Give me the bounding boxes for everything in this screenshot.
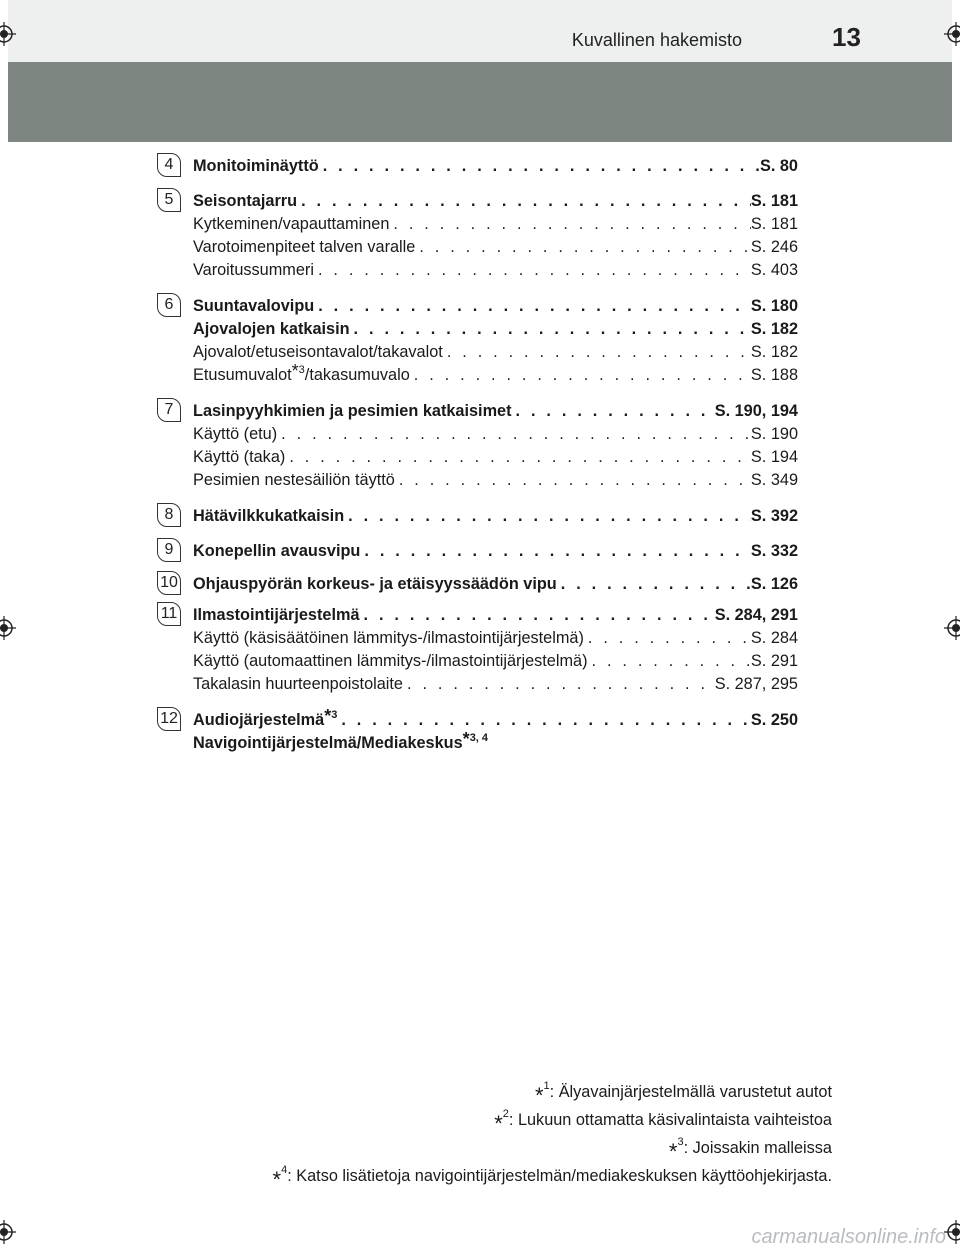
index-entry [160, 573, 798, 596]
entry-label: Käyttö (käsisäätöinen lämmitys-/ilmastointijärjestelmä) [193, 629, 584, 647]
entry-text [193, 650, 588, 673]
footnote-mark: 1 [543, 1080, 550, 1092]
index-entry [164, 295, 798, 387]
page-reference[interactable]: S. 126 [750, 575, 798, 593]
callout-number-badge: 4 [157, 153, 181, 177]
index-line [193, 423, 798, 446]
entry-label: Käyttö (etu) [193, 425, 278, 443]
index-line [193, 341, 798, 364]
page-reference[interactable]: S. 80 [759, 157, 798, 175]
entry-text [193, 400, 512, 423]
entry-text [193, 259, 314, 282]
callout-number-badge: 11 [157, 602, 181, 626]
index-line [193, 259, 798, 282]
section-title: Kuvallinen hakemisto [571, 30, 742, 50]
index-line [193, 573, 798, 596]
entry-text [193, 213, 389, 236]
entry-label: Konepellin avausvipu [193, 542, 361, 560]
entry-label: Pesimien nestesäiliön täyttö [193, 471, 395, 489]
entry-text [193, 446, 285, 469]
page-reference[interactable]: S. 403 [750, 261, 798, 279]
entry-label: Takalasin huurteenpoistolaite [193, 675, 403, 693]
footnote-number: 3, 4 [469, 732, 489, 744]
page-reference[interactable]: S. 190, 194 [714, 402, 798, 420]
dot-leader [395, 469, 751, 492]
index-entry [164, 190, 798, 282]
dot-leader [360, 540, 751, 563]
index-line [193, 706, 798, 732]
entry-text [193, 361, 410, 387]
callout-number-badge: 7 [157, 398, 181, 422]
index-line [193, 505, 798, 528]
dot-leader [415, 236, 751, 259]
entry-label: Suuntavalovipu [193, 297, 315, 315]
entry-label: Kytkeminen/vapauttaminen [193, 215, 390, 233]
footnote-mark: 4 [281, 1164, 288, 1176]
callout-number-badge: 10 [157, 571, 181, 595]
footnotes [273, 1080, 832, 1192]
header-light-band [8, 0, 952, 62]
dot-leader [360, 604, 715, 627]
entry-text [193, 729, 489, 755]
entry-text [193, 673, 403, 696]
page-reference[interactable]: S. 349 [750, 471, 798, 489]
index-line [193, 361, 798, 387]
index-entry [160, 706, 798, 755]
entry-label: Navigointijärjestelmä/Mediakeskus [193, 734, 463, 752]
index-line [193, 236, 798, 259]
entry-label: Etusumuvalot [193, 366, 292, 384]
dot-leader [314, 259, 751, 282]
index-line [193, 155, 798, 178]
page-reference[interactable]: S. 392 [750, 507, 798, 525]
page-reference[interactable]: S. 188 [750, 366, 798, 384]
header-gray-bar [8, 62, 952, 142]
callout-number-badge: 5 [157, 188, 181, 212]
page-reference[interactable]: S. 332 [750, 542, 798, 560]
dot-leader [588, 650, 751, 673]
footnote-reference: *3 [324, 706, 338, 726]
index-entry [164, 400, 798, 492]
entry-label: Ilmastointijärjestelmä [193, 606, 360, 624]
dot-leader [285, 446, 751, 469]
dot-leader [277, 423, 751, 446]
index-line [193, 540, 798, 563]
page-reference[interactable]: S. 250 [750, 711, 798, 729]
callout-number-badge: 6 [157, 293, 181, 317]
entry-label: Varoitussummeri [193, 261, 314, 279]
page-reference[interactable]: S. 190 [750, 425, 798, 443]
entry-text [193, 190, 297, 213]
index-line [193, 650, 798, 673]
page-reference[interactable]: S. 180 [750, 297, 798, 315]
page-reference[interactable]: S. 246 [750, 238, 798, 256]
page-reference[interactable]: S. 287, 295 [714, 675, 798, 693]
index-line [193, 627, 798, 650]
registration-mark-icon [944, 22, 960, 46]
index-line [193, 295, 798, 318]
footnote-mark: 3 [677, 1136, 684, 1148]
entry-label: Käyttö (taka) [193, 448, 286, 466]
entry-label: Ajovalojen katkaisin [193, 320, 350, 338]
index-entry [164, 540, 798, 563]
index-line [193, 446, 798, 469]
entry-label: Seisontajarru [193, 192, 298, 210]
dot-leader [337, 709, 751, 732]
registration-mark-icon [944, 1220, 960, 1244]
page-reference[interactable]: S. 284 [750, 629, 798, 647]
page-reference[interactable]: S. 181 [750, 192, 798, 210]
dot-leader [410, 364, 751, 387]
dot-leader [314, 295, 751, 318]
footnote-mark: 2 [502, 1108, 509, 1120]
page-reference[interactable]: S. 284, 291 [714, 606, 798, 624]
index-line [193, 318, 798, 341]
registration-mark-icon [0, 1220, 16, 1244]
page-reference[interactable]: S. 291 [750, 652, 798, 670]
footnote: *$^4$: Katso lisätietoja navigointijärjestelmän/mediakeskuksen käyttöohjekirjasta. [272, 1164, 832, 1192]
entry-label-suffix: /takasumuvalo [304, 366, 410, 384]
entry-text [193, 505, 344, 528]
index-line [193, 469, 798, 492]
entry-label: Hätävilkkukatkaisin [193, 507, 345, 525]
dot-leader [344, 505, 751, 528]
footnote-text: : Joissakin malleissa [683, 1139, 832, 1157]
callout-number-badge: 12 [157, 707, 181, 731]
entry-text [193, 423, 277, 446]
index-line [193, 400, 798, 423]
index-line [193, 190, 798, 213]
dot-leader [512, 400, 715, 423]
footnote-text: : Lukuun ottamatta käsivalintaista vaihteistoa [508, 1111, 832, 1129]
page-reference[interactable]: S. 194 [750, 448, 798, 466]
entry-label: Ohjauspyörän korkeus- ja etäisyyssäädön vipu [193, 575, 557, 593]
footnote-text: : Älyavainjärjestelmällä varustetut autot [549, 1083, 832, 1101]
dot-leader [443, 341, 751, 364]
index-line [193, 213, 798, 236]
page-reference[interactable]: S. 182 [750, 343, 798, 361]
entry-text [193, 236, 415, 259]
dot-leader [319, 155, 760, 178]
entry-label: Varotoimenpiteet talven varalle [193, 238, 416, 256]
index-line [193, 673, 798, 696]
entry-label: Ajovalot/etuseisontavalot/takavalot [193, 343, 443, 361]
entry-text [193, 318, 350, 341]
footnote-text: : Katso lisätietoja navigointijärjestelmän/mediakeskuksen käyttöohjekirjasta. [287, 1167, 832, 1185]
footnote-number: 3 [298, 364, 305, 376]
footnote-reference: *3 [291, 361, 305, 381]
index-entry [160, 604, 798, 696]
entry-text [193, 627, 584, 650]
dot-leader [389, 213, 751, 236]
page-number: 13 [832, 22, 861, 52]
entry-text [193, 604, 360, 627]
entry-label: Audiojärjestelmä [193, 711, 325, 729]
footnote: *$^1$: Älyavainjärjestelmällä varustetut autot [534, 1080, 832, 1108]
footnote: *$^2$: Lukuun ottamatta käsivalintaista vaihteistoa [494, 1108, 832, 1136]
entry-text [193, 155, 319, 178]
entry-text [193, 706, 338, 732]
registration-mark-icon [0, 22, 16, 46]
index-entry [164, 155, 798, 178]
entry-label: Monitoiminäyttö [193, 157, 319, 175]
footnote-reference: *3, 4 [462, 729, 489, 749]
entry-text [193, 295, 314, 318]
dot-leader [403, 673, 715, 696]
entry-text [193, 341, 443, 364]
index-line [193, 729, 798, 755]
registration-mark-icon [0, 616, 16, 640]
callout-number-badge: 8 [157, 503, 181, 527]
page-reference[interactable]: S. 182 [750, 320, 798, 338]
watermark: carmanualsonline.info [751, 1226, 946, 1248]
entry-text [193, 469, 395, 492]
callout-number-badge: 9 [157, 538, 181, 562]
index-entry [164, 505, 798, 528]
dot-leader [557, 573, 751, 596]
registration-mark-icon [944, 616, 960, 640]
page-reference[interactable]: S. 181 [750, 215, 798, 233]
entry-label: Käyttö (automaattinen lämmitys-/ilmastointijärjestelmä) [193, 652, 588, 670]
footnote: *$^3$: Joissakin malleissa [668, 1136, 832, 1164]
index-line [193, 604, 798, 627]
entry-text [193, 540, 360, 563]
entry-text [193, 573, 557, 596]
dot-leader [584, 627, 751, 650]
entry-label: Lasinpyyhkimien ja pesimien katkaisimet [193, 402, 512, 420]
dot-leader [297, 190, 751, 213]
dot-leader [350, 318, 751, 341]
footnote-number: 3 [331, 709, 338, 721]
